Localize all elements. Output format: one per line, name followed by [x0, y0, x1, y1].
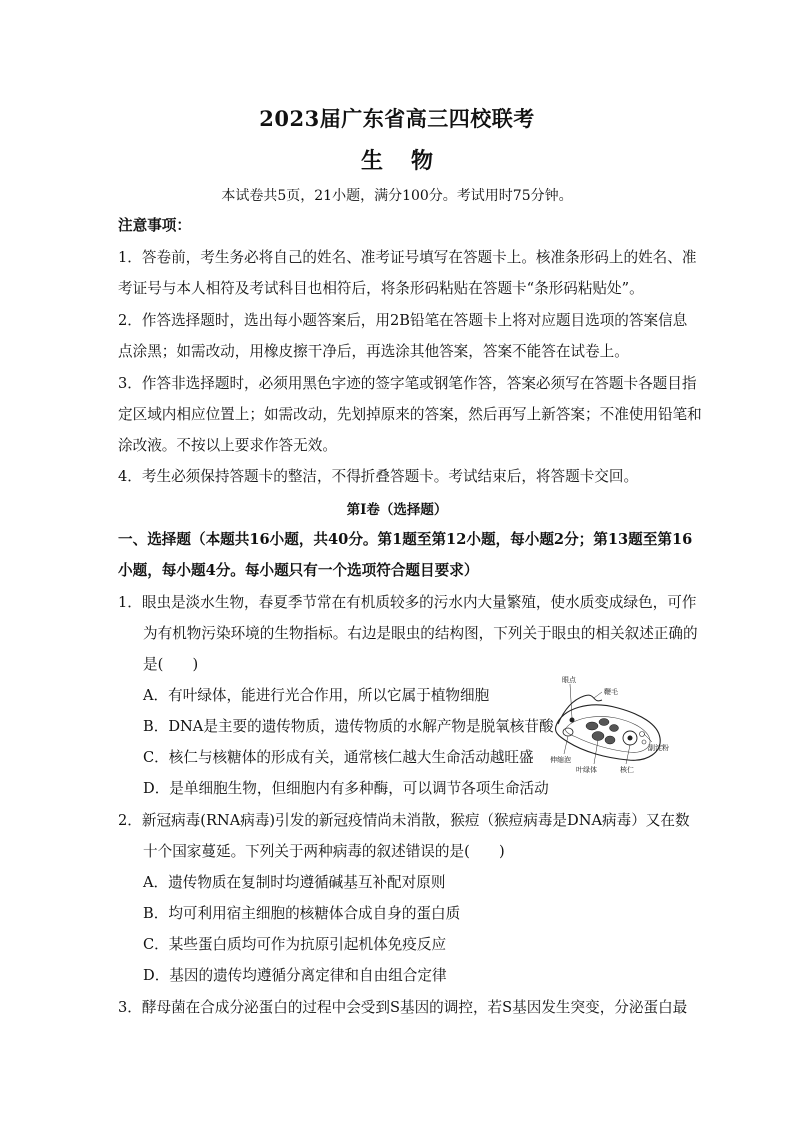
label-eyespot: 眼点: [562, 676, 576, 684]
eyespot: [570, 718, 575, 723]
exam-info: 本试卷共5页，21小题，满分100分。考试用时75分钟。: [221, 188, 573, 204]
notice-line: 2．作答选择题时，选出每小题答案后，用2B铅笔在答题卡上将对应题目选项的答案信息: [118, 312, 688, 329]
q2-option-b: B．均可利用宿主细胞的核糖体合成自身的蛋白质: [143, 905, 461, 922]
label-flagellum: 鞭毛: [604, 688, 618, 696]
notice-line: 3．作答非选择题时，必须用黑色字迹的签字笔或钢笔作答，答案必须写在答题卡各题目指: [118, 375, 697, 392]
label-paramylon: 副淀粉: [648, 744, 669, 752]
label-nucleus: 核仁: [620, 766, 634, 774]
notice-heading: 注意事项：: [118, 217, 191, 234]
q2-stem-line: 2．新冠病毒(RNA病毒)引发的新冠疫情尚未消散，猴痘（猴痘病毒是DNA病毒）又在数: [118, 812, 690, 829]
notice-line: 4．考生必须保持答题卡的整洁，不得折叠答题卡。考试结束后，将答题卡交回。: [118, 468, 639, 485]
q1-option-a: A．有叶绿体，能进行光合作用，所以它属于植物细胞: [143, 687, 490, 704]
q2-option-a: A．遗传物质在复制时均遵循碱基互补配对原则: [143, 874, 446, 891]
q1-stem-line: 是( ): [143, 656, 199, 673]
euglena-diagram: [548, 674, 674, 780]
q1-stem-line: 1．眼虫是淡水生物，春夏季节常在有机质较多的污水内大量繁殖，使水质变成绿色，可作: [118, 594, 697, 611]
exam-subject: 生物: [360, 148, 461, 174]
notice-line: 考证号与本人相符及考试科目也相符后，将条形码粘贴在答题卡“条形码粘贴处”。: [118, 280, 644, 297]
q3-stem-line: 3．酵母菌在合成分泌蛋白的过程中会受到S基因的调控，若S基因发生突变，分泌蛋白最: [118, 999, 688, 1016]
q1-option-b: B．DNA是主要的遗传物质，遗传物质的水解产物是脱氧核苷酸: [143, 718, 554, 735]
q1-option-d: D．是单细胞生物，但细胞内有多种酶，可以调节各项生命活动: [143, 780, 549, 797]
section-heading-line: 小题，每小题4分。每小题只有一个选项符合题目要求）: [118, 562, 479, 579]
label-contractile-vacuole: 伸缩泡: [550, 756, 571, 764]
cell-outline: [556, 705, 661, 760]
paramylon: [640, 732, 647, 745]
notice-line: 1．答卷前，考生务必将自己的姓名、准考证号填写在答题卡上。核准条形码上的姓名、准: [118, 249, 697, 266]
q2-option-d: D．基因的遗传均遵循分离定律和自由组合定律: [143, 967, 447, 984]
part1-title: 第Ⅰ卷（选择题）: [346, 502, 448, 518]
section-heading-line: 一、选择题（本题共16小题，共40分。第1题至第12小题，每小题2分；第13题至第16: [118, 531, 693, 548]
contractile-vacuole: [563, 728, 573, 736]
exam-title: 2023届广东省高三四校联考: [259, 106, 535, 131]
notice-line: 涂改液。不按以上要求作答无效。: [118, 437, 337, 454]
q2-option-c: C．某些蛋白质均可作为抗原引起机体免疫反应: [143, 936, 447, 953]
q2-stem-line: 十个国家蔓延。下列关于两种病毒的叙述错误的是( ): [143, 843, 505, 860]
q1-option-c: C．核仁与核糖体的形成有关，通常核仁越大生命活动越旺盛: [143, 749, 534, 766]
label-chloroplast: 叶绿体: [576, 766, 597, 774]
q1-stem-line: 为有机物污染环境的生物指标。右边是眼虫的结构图，下列关于眼虫的相关叙述正确的: [143, 625, 698, 642]
notice-line: 定区域内相应位置上；如需改动，先划掉原来的答案，然后再写上新答案；不准使用铅笔和: [118, 406, 702, 423]
nucleolus: [628, 736, 633, 741]
notice-line: 点涂黑；如需改动，用橡皮擦干净后，再选涂其他答案，答案不能答在试卷上。: [118, 343, 629, 360]
chloroplasts: [586, 719, 619, 745]
